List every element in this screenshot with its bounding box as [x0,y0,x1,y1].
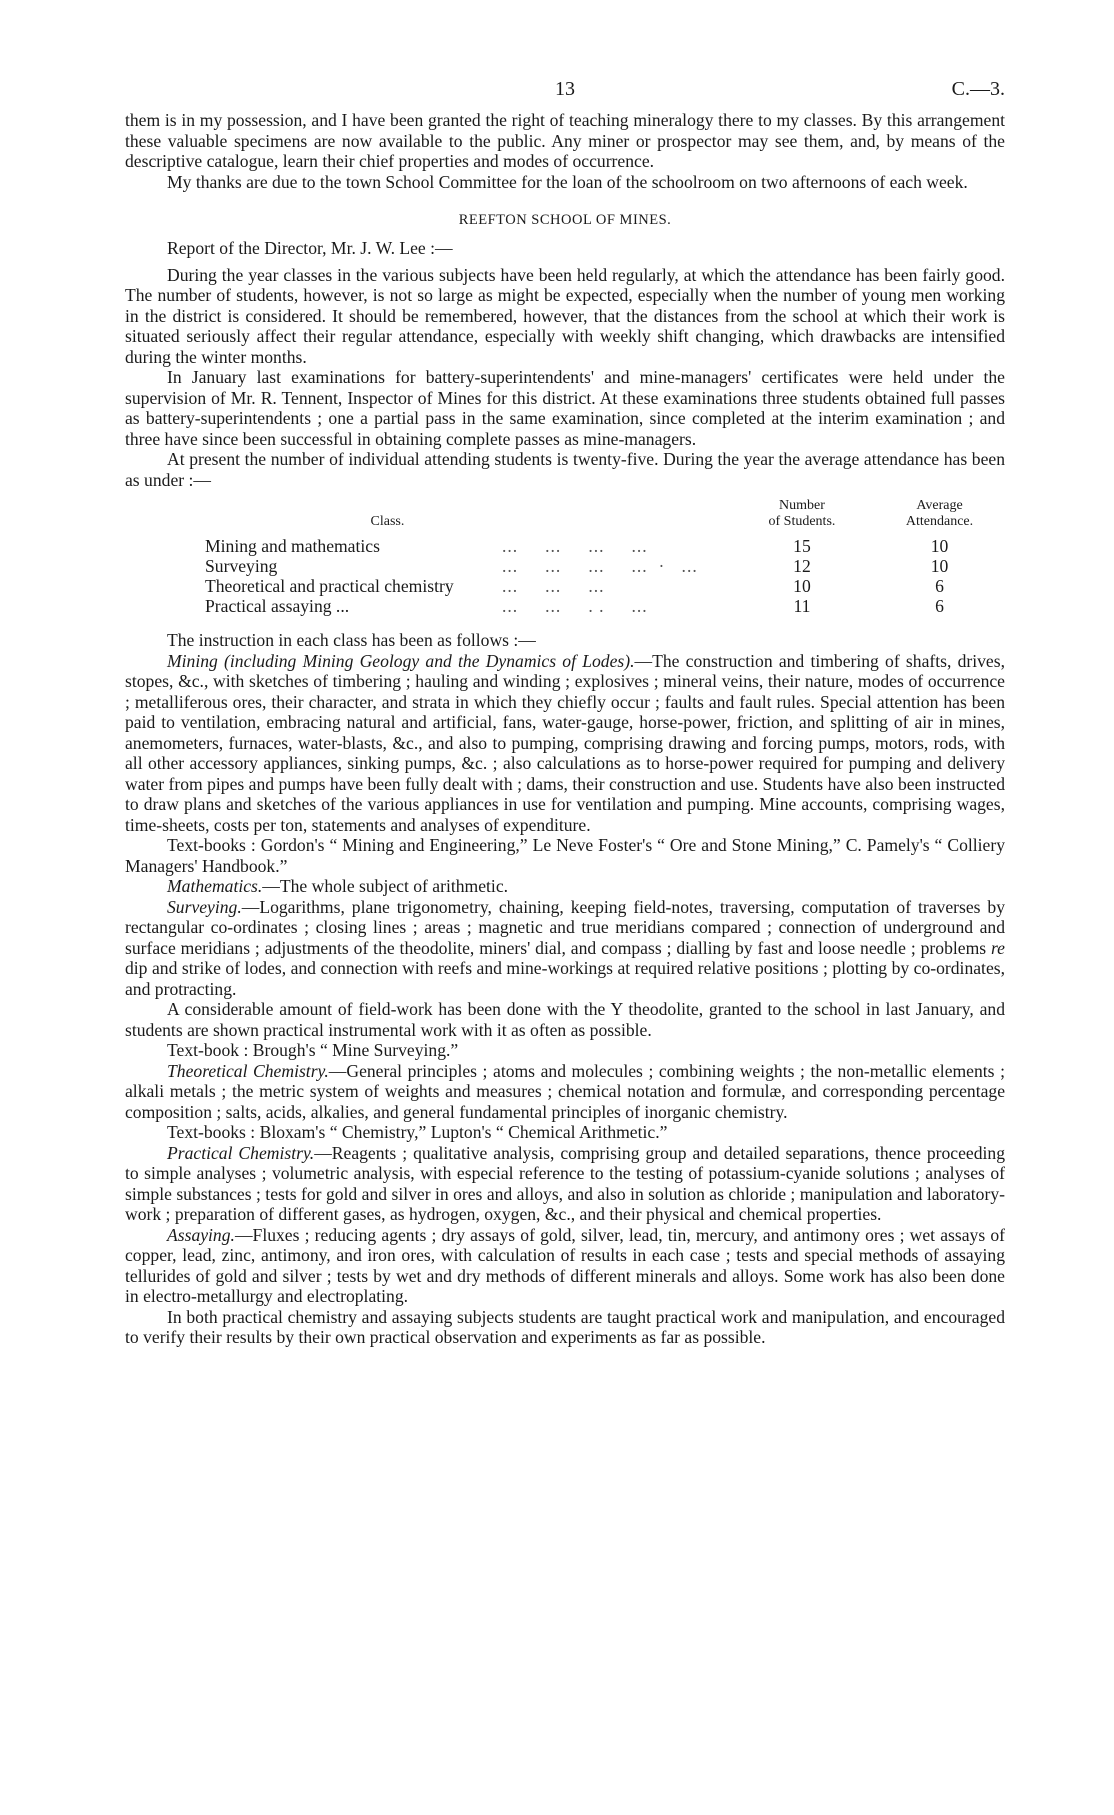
row-average: 10 [930,556,949,576]
header-number-line1: Number [779,498,825,513]
fieldwork-paragraph: A considerable amount of field-work has been done with the Y theodolite, granted to the school in last January, and students are shown practical instrumental work with it as often as possible. [125,999,1005,1040]
header-number-line2: of Students. [768,514,836,529]
row-leader-dots: ... ... ... ... · ... [501,556,698,576]
row-number: 11 [793,596,811,616]
theoretical-chemistry-title: Theoretical Chemistry. [167,1060,329,1081]
assaying-title: Assaying. [167,1224,235,1245]
header-class: Class. [370,514,405,529]
row-leader-dots: ... ... ... ... [501,536,648,556]
mathematics-text: —The whole subject of arithmetic. [262,876,509,896]
assaying-paragraph [125,1225,1005,1307]
mining-text: —The construction and timbering of shafts, drives, stopes, &c., with sketches of timbering ; hauling and winding ; explosives ; mineral veins, their nature, modes of occurrence ; metalliferous ores, their character, and strata in which they chiefly occur ; faults and fault rules. Special attention has been paid to ventilation, embracing natural and artificial, fans, water-gauge, horse-power, friction, and splitting of air in mines, anemometers, furnaces, water-blasts, &c., and also to pumping, comprising drawing and forcing pumps, motors, rods, with all other accessory appliances, sinking pumps, &c. ; also calculations as to horse-power required for pumping and delivery water from pipes and pumps have been fully dealt with ; dams, their construction and use. Students have also been instructed to draw plans and sketches of the various appliances in use for ventilation and pumping. Mine accounts, comprising wages, time-sheets, costs per ton, statements and analyses of expenditure. [125,650,1005,835]
mathematics-title: Mathematics. [167,876,263,896]
report-line: Report of the Director, Mr. J. W. Lee :— [167,238,453,258]
intro-paragraph-1: them is in my possession, and I have been granted the right of teaching mineralogy there to my classes. By this arrangement these valuable specimens are now available to the public. Any miner or prospector may see them, and, by means of the descriptive catalogue, learn their chief properties and modes of occurrence. [125,110,1005,171]
row-number: 15 [793,536,811,556]
report-paragraph-2: In January last examinations for battery-superintendents' and mine-managers' certificates were held under the supervision of Mr. R. Tennent, Inspector of Mines for this district. At these examinations three students obtained full passes as battery-superintendents ; one a partial pass in the same examination, since completed at the interim examination ; and three have since been successful in obtaining complete passes as mine-managers. [125,367,1005,449]
row-leader-dots: ... ... ... [501,576,605,596]
header-average-line2: Attendance. [905,514,974,529]
document-page [125,70,1005,1348]
header-average [874,498,1005,536]
row-class: Theoretical and practical chemistry [205,576,454,596]
practical-chemistry-paragraph [125,1143,1005,1225]
surveying-paragraph [125,897,1005,1000]
surveying-title: Surveying. [167,896,242,917]
row-average: 6 [935,576,944,596]
row-number: 10 [793,576,811,596]
row-class: Surveying [205,556,278,576]
theoretical-chemistry-text: —General principles ; atoms and molecules ; combining weights ; the non-metallic elements ; alkali metals ; the metric system of weights and measures ; chemical notation and formulæ, and corresponding percentage composition ; salts, acids, alkalies, and general fundamental principles of inorganic chemistry. [125,1060,1005,1122]
surveying-text-b: dip and strike of lodes, and connection with reefs and mine-workings at required relative positions ; plotting by co-ordinates, and protracting. [125,958,1005,999]
page-number: 13 [555,78,575,100]
practical-chemistry-text: —Reagents ; qualitative analysis, comprising group and detailed separations, thence proceeding to simple analyses ; volumetric analysis, with especial reference to the testing of potassium-cyanide solutions ; analyses of simple substances ; tests for gold and silver in ores and alloys, and also in solution as chloride ; manipulation and laboratory-work ; preparation of different gases, as hydrogen, oxygen, &c., and their physical and chemical properties. [125,1142,1006,1224]
table-row [205,596,1005,616]
row-number: 12 [793,556,811,576]
row-average: 10 [930,536,949,556]
table-row [205,576,1005,596]
surveying-text-a: —Logarithms, plane trigonometry, chaining, keeping field-notes, traversing, computation of traverses by rectangular co-ordinates ; closing lines ; areas ; magnetic and true meridians compared ; connection of underground and surface meridians ; adjustments of the theodolite, miners' dial, and compass ; dialling by fast and loose needle ; problems [125,896,1005,958]
instruction-intro: The instruction in each class has been as follows :— [167,630,536,650]
table-header-row [205,498,1005,536]
intro-paragraph-2: My thanks are due to the town School Committee for the loan of the schoolroom on two afternoons of each week. [167,171,968,192]
section-heading: REEFTON SCHOOL OF MINES. [458,212,672,228]
report-paragraph-3: At present the number of individual attending students is twenty-five. During the year the average attendance has been as under :— [125,449,1005,490]
page-header [125,70,1005,110]
practical-chemistry-title: Practical Chemistry. [167,1142,315,1163]
theoretical-chemistry-paragraph [125,1061,1005,1123]
closing-paragraph: In both practical chemistry and assaying subjects students are taught practical work and manipulation, and encouraged to verify their results by their own practical observation and experiments as far as possible. [125,1306,1005,1347]
row-average: 6 [935,596,944,616]
mining-title: Mining (including Mining Geology and the Dynamics of Lodes). [167,650,635,671]
mathematics-paragraph [125,876,1005,897]
surveying-re: re [990,937,1005,958]
table-row [205,536,1005,556]
document-reference: C.—3. [951,78,1005,100]
mining-textbooks: Text-books : Gordon's “ Mining and Engineering,” Le Neve Foster's “ Ore and Stone Mining,” C. Pamely's “ Colliery Managers' Handbook.” [125,835,1005,876]
row-leader-dots: ... ... . . ... [501,596,648,616]
row-class: Practical assaying ... [205,596,350,616]
header-number [730,498,874,536]
header-average-line1: Average [916,498,963,513]
report-paragraph-1: During the year classes in the various subjects have been held regularly, at which the attendance has been fairly good. The number of students, however, is not so large as might be expected, especially when the number of young men working in the district is considered. It should be remembered, however, that the distances from the school at which their work is situated seriously affect their regular attendance, especially with weekly shift changing, which drawbacks are intensified during the winter months. [125,264,1005,367]
chemistry-textbooks: Text-books : Bloxam's “ Chemistry,” Lupton's “ Chemical Arithmetic.” [167,1122,668,1142]
assaying-text: —Fluxes ; reducing agents ; dry assays of gold, silver, lead, tin, mercury, and antimony ores ; wet assays of copper, lead, zinc, antimony, and iron ores, with calculation of results in each case ; tests and special methods of assaying tellurides of gold and silver ; tests by wet and dry methods of different minerals and alloys. Some work has also been done in electro-metallurgy and electroplating. [125,1224,1005,1306]
table-row [205,556,1005,576]
surveying-textbook: Text-book : Brough's “ Mine Surveying.” [167,1040,459,1060]
attendance-table [205,498,1005,616]
row-class: Mining and mathematics [205,536,380,556]
mining-paragraph [125,651,1005,836]
